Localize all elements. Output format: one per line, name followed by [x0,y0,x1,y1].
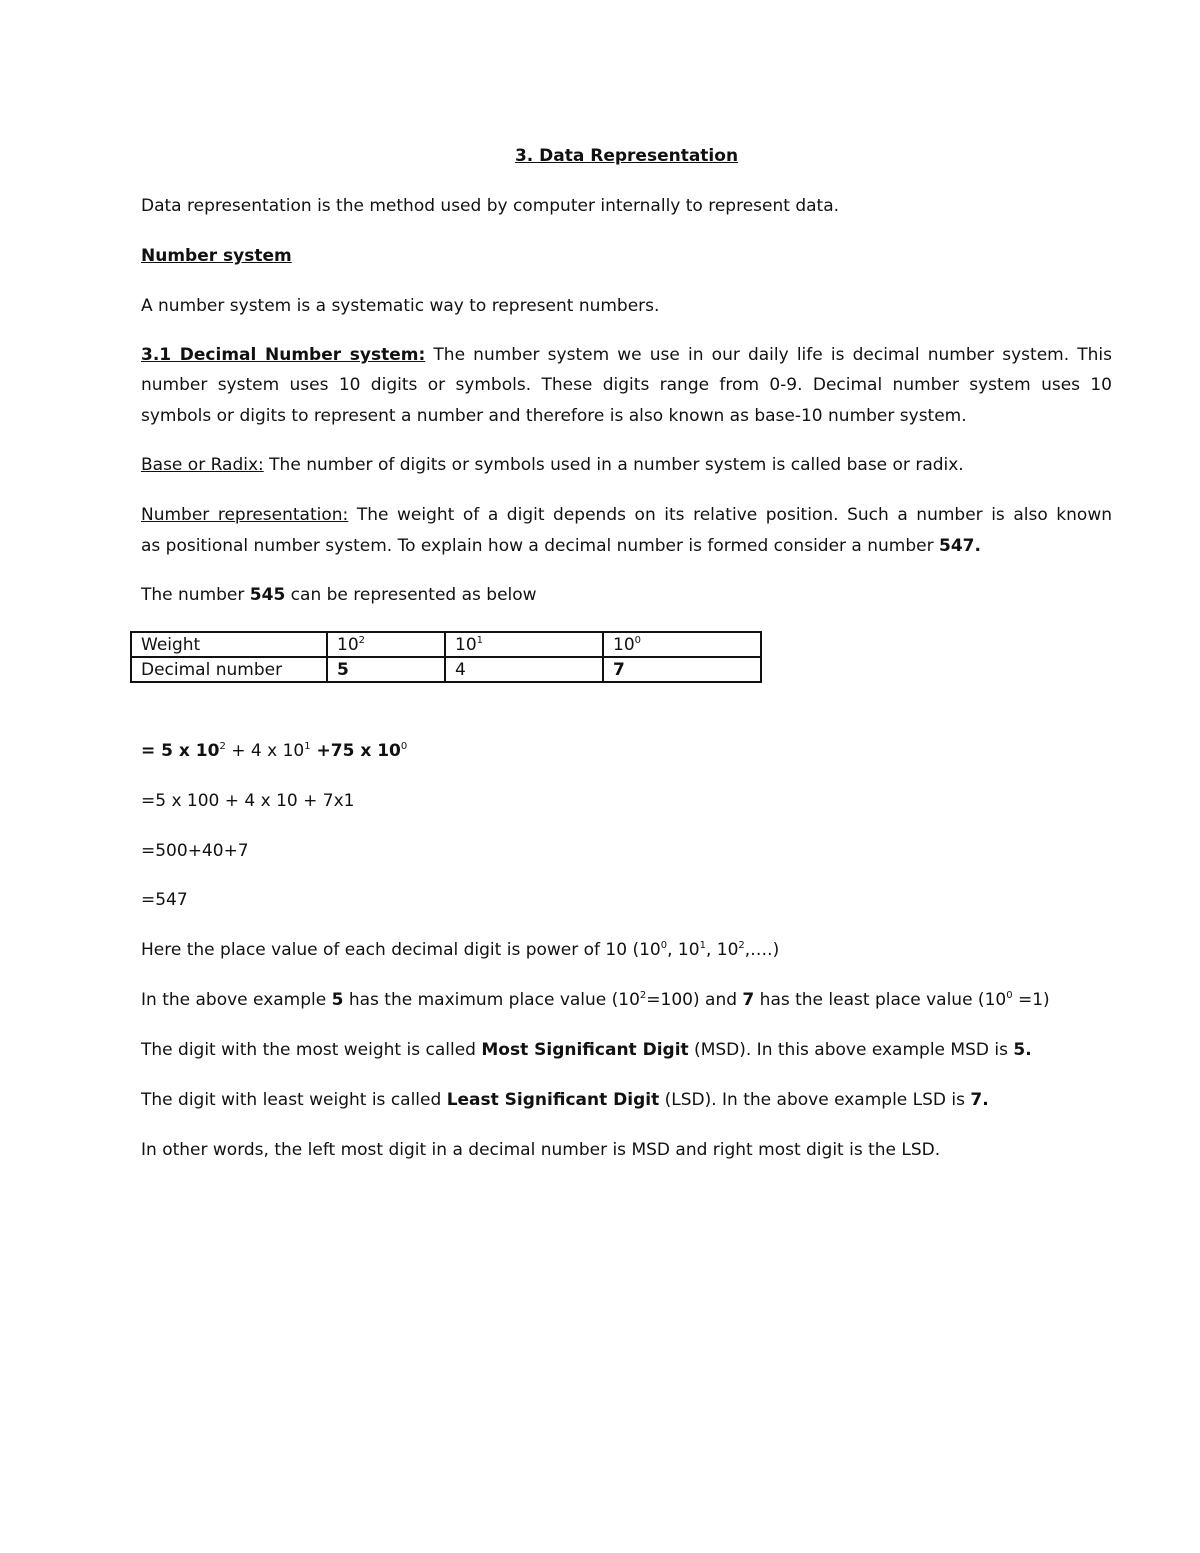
decimal-line-3: symbols or digits to represent a number and therefore is also known as base-10 number system. [141,406,967,426]
page-title: 3. Data Representation [514,146,739,166]
eq1-part-a: = 5 x 10 [141,741,220,761]
pv-m2: , 10 [705,940,739,960]
other-words-line: In other words, the left most digit in a decimal number is MSD and right most digit is the LSD. [141,1140,941,1160]
mp-m3: has the least place value (10 [754,990,1007,1010]
msd-mid: (MSD). In this above example MSD is [688,1040,1014,1060]
msd-post: . [1025,1040,1032,1060]
eq1-exp-2: 1 [304,741,311,752]
decimal-line-1-text: The number system we use in our daily life is decimal number system. This [433,345,1112,365]
cell-decimal-2: 4 [445,657,603,682]
represented-pre: The number [141,585,250,605]
base-radix-paragraph [141,454,964,476]
mp-bold-1: 5 [331,990,344,1010]
equation-1 [141,740,407,762]
represented-number: 545 [249,585,286,605]
number-system-definition: A number system is a systematic way to represent numbers. [141,296,660,316]
base-radix-text: The number of digits or symbols used in a number system is called base or radix. [263,455,964,475]
msd-number: 5 [1013,1040,1026,1060]
mp-bold-2: 7 [742,990,755,1010]
max-place-line [141,989,1050,1011]
cell-decimal-3: 7 [603,657,761,682]
table-row-weight [131,632,761,657]
cell-decimal-label: Decimal number [131,657,327,682]
cell-weight-label: Weight [131,632,327,657]
lsd-bold: Least Significant Digit [446,1090,660,1110]
decimal-line-2: number system uses 10 digits or symbols. These digits range from 0-9. Decimal number system uses 10 [141,375,1112,395]
represented-line [141,584,537,606]
cell-weight-1 [327,632,445,657]
equation-3: =500+40+7 [141,841,249,861]
number-repr-label: Number representation: [141,505,349,525]
msd-bold: Most Significant Digit [481,1040,689,1060]
decimal-heading: 3.1 Decimal Number system: [141,345,426,365]
weight-base-1: 10 [337,634,359,655]
lsd-line [141,1089,989,1111]
equation-4: =547 [141,890,188,910]
mp-m1: has the maximum place value (10 [343,990,640,1010]
lsd-number: 7 [970,1090,983,1110]
cell-weight-3 [603,632,761,657]
mp-post: =1) [1012,990,1050,1010]
cell-decimal-1: 5 [327,657,445,682]
lsd-pre: The digit with least weight is called [141,1090,447,1110]
pv-exp-3: 2 [738,940,745,951]
weight-table [130,631,762,683]
cell-weight-2 [445,632,603,657]
number-repr-line-2-text: as positional number system. To explain how a decimal number is formed consider a number [141,536,940,556]
weight-exp-1: 2 [358,634,366,646]
weight-exp-3: 0 [634,634,642,646]
weight-base-2: 10 [455,634,477,655]
mp-exp-2: 0 [1006,990,1013,1001]
table-row-decimal [131,657,761,682]
eq1-part-b: + 4 x 10 [225,741,305,761]
msd-pre: The digit with the most weight is called [141,1040,482,1060]
mp-pre: In the above example [141,990,332,1010]
eq1-exp-3: 0 [400,741,408,752]
number-repr-line-2 [141,535,981,557]
decimal-line-1 [141,344,1112,366]
lsd-mid: (LSD). In the above example LSD is [659,1090,971,1110]
pv-m1: , 10 [667,940,700,960]
pv-exp-2: 1 [699,940,706,951]
equation-2: =5 x 100 + 4 x 10 + 7x1 [141,791,355,811]
mp-exp-1: 2 [639,990,647,1001]
pv-pre: Here the place value of each decimal digit is power of 10 (10 [141,940,661,960]
mp-m2: =100) and [646,990,743,1010]
number-repr-line-1 [141,504,1112,526]
pv-post: ,….) [744,940,780,960]
number-system-heading: Number system [141,246,292,266]
eq1-exp-1: 2 [219,741,226,752]
place-value-line [141,939,779,961]
base-radix-label: Base or Radix: [141,455,264,475]
number-repr-line-1-text: The weight of a digit depends on its relative position. Such a number is also known [356,505,1112,525]
eq1-part-c: +75 x 10 [310,741,401,761]
intro-paragraph: Data representation is the method used by computer internally to represent data. [141,196,840,216]
weight-base-3: 10 [613,634,635,655]
represented-post: can be represented as below [285,585,537,605]
number-repr-example-number: 547. [939,536,981,556]
pv-exp-1: 0 [660,940,668,951]
msd-line [141,1039,1032,1061]
lsd-post: . [982,1090,989,1110]
weight-exp-2: 1 [476,634,484,646]
